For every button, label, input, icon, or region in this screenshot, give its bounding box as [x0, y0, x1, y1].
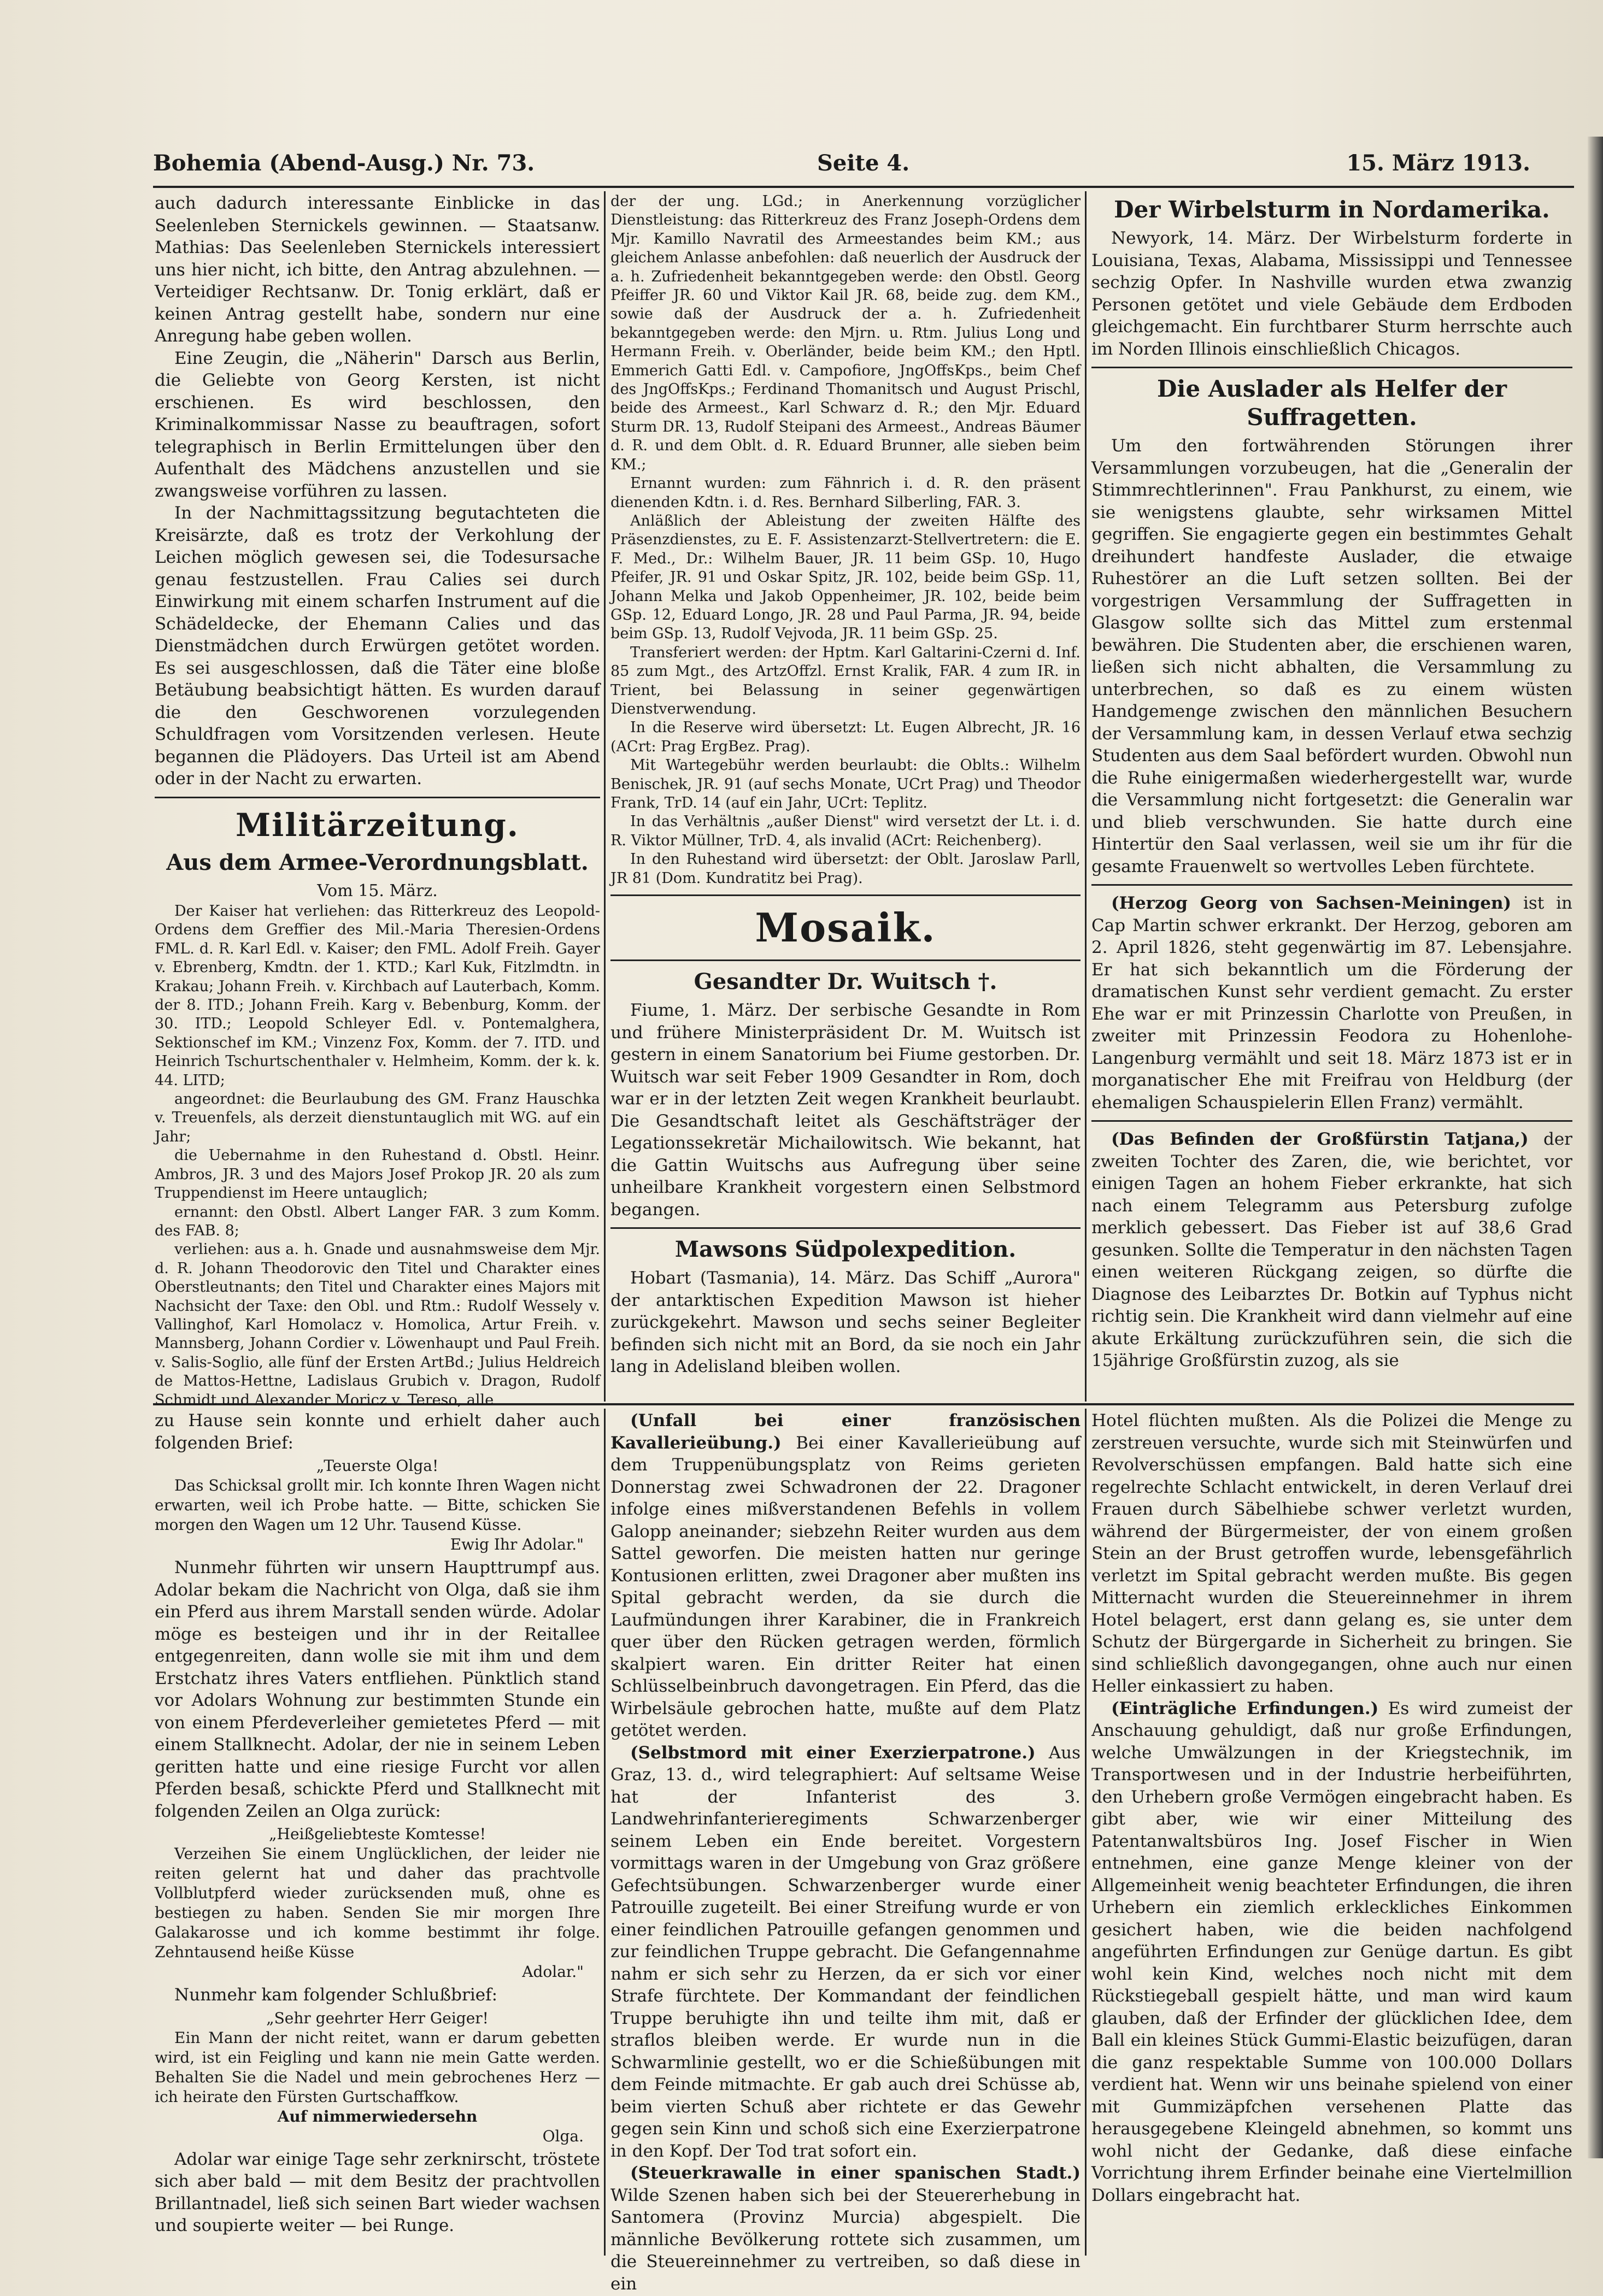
page-header — [153, 150, 1530, 183]
header-page-number: Seite 4. — [817, 150, 910, 176]
column-2-bottom — [610, 1410, 1081, 2294]
steuer-article: Wilde Szenen haben sich bei der Steuererhebung in Santomera (Provinz Murcia) abgespielt. Die männliche Bevölkerung rottete sich zusammen, um die Steuereinnehmer zu vertreiben, so daß diese in ein — [610, 2185, 1081, 2294]
steuer-label: (Steuerkrawalle in einer spanischen Stadt.) — [630, 2163, 1081, 2183]
witsch-article: Fiume, 1. März. Der serbische Gesandte in Rom und frühere Ministerpräsident Dr. M. Wuitsch ist gestern in einem Sanatorium bei Fiume gestorben. Dr. Wuitsch war seit Feber 1909 Gesandter in Rom, doch war er in der letzten Zeit wegen Krankheit beurlaubt. Die Gesandtschaft leitet als Geschäftsträger der Legationssekretär Michailowitsch. Wie bekannt, hat die Gattin Wuitschs aus Aufregung über seine unheilbare Krankheit vorgestern einen Selbstmord begangen. — [610, 1000, 1081, 1220]
letter-closing: Adolar." — [522, 1963, 584, 1981]
military-date: Vom 15. März. — [317, 881, 438, 900]
feuilleton-paragraph: Nunmehr führten wir unsern Haupttrumpf aus. Adolar bekam die Nachricht von Olga, daß sie ihm ein Pferd aus ihrem Marstall senden würde. Adolar möge es besteigen und ihr in der Reitallee entgegenreiten, dann wolle sie mit ihm und dem Erstchatz ihres Vaters entfliehen. Pünktlich stand vor Adolars Wohnung zur bestimmten Stunde ein von einem Pferdeverleiher gemietetes Pferd — mit einem Stallknecht. Adolar, der nie in seinem Leben geritten hatte und eine riesige Furcht vor allen Pferden besaß, schickte Pferd und Stallknecht mit folgenden Zeilen an Olga zurück: — [155, 1558, 600, 1821]
mawson-headline: Mawsons Südpolexpedition. — [674, 1237, 1017, 1263]
letter-closing: Auf nimmerwiedersehn — [277, 2107, 478, 2126]
witsch-headline: Gesandter Dr. Wuitsch †. — [694, 969, 997, 995]
column-3-bottom — [1091, 1410, 1572, 2262]
military-paragraph: In das Verhältnis „außer Dienst" wird versetzt der Lt. i. d. R. Viktor Müllner, TrD. 4, als invalid (ACrt: Reichenberg). — [610, 813, 1081, 849]
kavallerie-label: (Unfall bei einer französischen Kavallerieübung.) — [610, 1411, 1081, 1453]
kavallerie-article: Bei einer Kavallerieübung auf dem Truppenübungsplatz von Reims gerieten Donnerstag zwei Schwadronen der 22. Dragoner infolge eines mißverstandenen Befehls in vollem Galopp aneinander; siebzehn Reiter wurden aus dem Sattel geworfen. Die meisten hatten nur geringe Kontusionen erlitten, zwei Dragoner aber mußten ins Spital gebracht werden, da sie durch die Laufmündungen ihrer Karabiner, die in Frankreich quer über den Rücken getragen werden, förmlich skalpiert waren. Ein dritter Reiter hat einen Schlüsselbeinbruch davongetragen. Ein Pferd, das die Wirbelsäule gebrochen hatte, mußte auf dem Platz getötet werden. — [610, 1433, 1081, 1740]
erfindungen-label: (Einträgliche Erfindungen.) — [1111, 1698, 1379, 1718]
column-1-bottom — [155, 1410, 600, 2262]
column-2-top — [610, 192, 1081, 1400]
meiningen-label: (Herzog Georg von Sachsen-Meiningen) — [1111, 893, 1512, 913]
military-paragraph: In die Reserve wird übersetzt: Lt. Eugen Albrecht, JR. 16 (ACrt: Prag ErgBez. Prag). — [610, 719, 1081, 755]
military-paragraph: Der Kaiser hat verliehen: das Ritterkreuz des Leopold-Ordens dem Greffier des Mil.-Maria Theresien-Ordens FML. d. R. Karl Edl. v. Kaiser; den FML. Adolf Freih. Gayer v. Ebrenberg, Kmdtn. der 1. KTD.; Karl Kuk, Fitzlmdtn. in Krakau; Johann Freih. v. Kirchbach auf Lauterbach, Komm. der 8. ITD.; Johann Freih. Karg v. Bebenburg, Komm. der 30. ITD.; Leopold Schleyer Edl. v. Pontemalghera, Sektionschef im KM.; Vinzenz Fox, Komm. der 7. ITD. und Heinrich Tschurtschenthaler v. Helmheim, Komm. der k. k. 44. LITD; — [155, 903, 600, 1089]
column-rule-right-bottom — [1085, 1409, 1087, 2256]
steuer-continuation: Hotel flüchten mußten. Als die Polizei die Menge zu zerstreuen versuchte, wurde sich mit Steinwürfen und Revolverschüssen empfangen. Bald hatte sich eine regelrechte Schlacht entwickelt, in deren Verlauf drei Frauen durch Säbelhiebe schwer verletzt wurden, während der Bürgermeister, der von einem großen Stein an der Brust getroffen wurde, lebensgefährlich verletzt im Spital gebracht werden mußte. Bis gegen Mitternacht wurden die Steuereinnehmer in ihrem Hotel belagert, erst dann gelang es, sie unter dem Schutz der Bürgergarde in Sicherheit zu bringen. Sie sind schließlich davongegangen, ohne auch nur einen Heller einkassiert zu haben. — [1091, 1411, 1572, 1696]
exerzier-article: Aus Graz, 13. d., wird telegraphiert: Auf seltsame Weise hat der Infanterist des 3. Landwehrinfanterieregiments Schwarzenberger seinem Leben ein Ende bereitet. Vorgestern vormittags waren in der Umgebung von Graz größere Gefechtsübungen. Schwarzenberger wurde einer Patrouille zugeteilt. Bei einer Streifung wurde er von einer feindlichen Patrouille gefangen genommen und zur feindlichen Truppe gebracht. Die Gefangennahme nahm er sich sehr zu Herzen, da er sich vor einer Strafe fürchtete. Der Kommandant der feindlichen Truppe beruhigte ihn und teilte ihm mit, daß er straflos bleiben werde. Er wurde nun in die Schwarmlinie gestellt, wo er die Schießübungen mit dem Feinde mitmachte. Er gab auch drei Schüsse ab, beim vierten Schuß aber richtete er das Gewehr gegen sein Kinn und schoß sich eine Exerzierpatrone in den Kopf. Der Tod trat sofort ein. — [610, 1742, 1081, 2161]
article-separator — [155, 797, 600, 798]
exerzier-label: (Selbstmord mit einer Exerzierpatrone.) — [630, 1742, 1036, 1763]
article-paragraph: auch dadurch interessante Einblicke in das Seelenleben Sternickels gewinnen. — Staatsanw. Mathias: Das Seelenleben Sternickels interessiert uns hier nicht, ich bitte, den Antrag abzulehnen. — Verteidiger Rechtsanw. Dr. Tonig erklärt, daß er keinen Antrag gestellt habe, sondern nur eine Anregung habe geben wollen. — [155, 193, 600, 346]
mosaik-section-title: Mosaik. — [755, 904, 936, 951]
military-paragraph: Ernannt wurden: zum Fähnrich i. d. R. den präsent dienenden Kdtn. i. d. Res. Bernhard Silberling, FAR. 3. — [610, 475, 1081, 511]
military-paragraph: angeordnet: die Beurlaubung des GM. Franz Hauschka v. Treuenfels, als derzeit dienstuntauglich mit WG. auf ein Jahr; — [155, 1091, 600, 1145]
military-paragraph: verliehen: aus a. h. Gnade und ausnahmsweise dem Mjr. d. R. Johann Theodorovic den Titel und Charakter eines Oberstleutnants; den Titel und Charakter eines Majors mit Nachsicht der Taxe: den Obl. und Rtm.: Rudolf Wessely v. Vallinghof, Karl Homolacz v. Homolica, Artur Freih. v. Mannsberg, Johann Cordier v. Löwenhaupt und Paul Freih. v. Salis-Soglio, alle fünf der Ersten ArtBd.; Julius Heldreich de Mattos-Hettne, Ladislaus Grubich v. Dragon, Rudolf Schmidt und Alexander Moricz v. Tereso, alle — [155, 1241, 600, 1409]
tatjana-label: (Das Befinden der Großfürstin Tatjana,) — [1111, 1129, 1529, 1149]
column-1-top — [155, 192, 600, 1409]
article-paragraph: In der Nachmittagssitzung begutachteten die Kreisärzte, daß es trotz der Verkohlung der Leichen möglich gewesen sei, die Todesursache genau festzustellen. Frau Calies sei durch Einwirkung mit einem scharfen Instrument auf die Schädeldecke, der Ehemann Calies und das Dienstmädchen durch Erwürgen getötet worden. Es sei ausgeschlossen, daß die Täter eine bloße Betäubung beabsichtigt hätten. Es wurden darauf die den Geschworenen vorzulegenden Schuldfragen vom Vorsitzenden verlesen. Heute begannen die Plädoyers. Das Urteil ist am Abend oder in der Nacht zu erwarten. — [155, 503, 600, 788]
letter-body: Das Schicksal grollt mir. Ich konnte Ihren Wagen nicht erwarten, weil ich Probe hatte. — Bitte, schicken Sie morgen den Wagen um 12 Uhr. Tausend Küsse. — [155, 1476, 600, 1534]
header-date: 15. März 1913. — [1346, 150, 1530, 176]
military-paragraph: Transferiert werden: der Hptm. Karl Galtarini-Czerni d. Inf. 85 zum Mgt., des ArtzOffzl. Ernst Kralik, FAR. 4 zum IR. in Trient, bei Belassung in seiner gegenwärtigen Dienstverwendung. — [610, 644, 1081, 717]
letter-3 — [155, 2009, 600, 2146]
storm-headline: Der Wirbelsturm in Nordamerika. — [1114, 196, 1550, 223]
article-separator — [1091, 884, 1572, 886]
article-separator — [1091, 367, 1572, 368]
letter-2 — [155, 1824, 600, 1982]
feuilleton-paragraph: Adolar war einige Tage sehr zerknirscht, tröstete sich aber bald — mit dem Besitz der prachtvollen Brillantnadel, ließ sich seinen Bart wieder wachsen und soupierte weiter — bei Runge. — [155, 2149, 600, 2235]
letter-body: Ein Mann der nicht reitet, wann er darum gebetten wird, ist ein Feigling und kann nie mein Gatte werden. Behalten Sie die Nadel und mein gebrochenes Herz — ich heirate den Fürsten Gurtschaffkow. — [155, 2028, 600, 2106]
column-rule-right-top — [1085, 191, 1087, 1402]
letter-body: Verzeihen Sie einem Unglücklichen, der leider nie reiten gelernt hat und daher das prachtvolle Vollblutpferd wieder zurücksenden muß, ohne es bestiegen zu haben. Senden Sie mir morgen Ihre Galakarosse und ich komme bestimmt ihr folge. Zehntausend heiße Küsse — [155, 1845, 600, 1961]
page-edge-shadow — [1588, 137, 1603, 2158]
letter-closing: Ewig Ihr Adolar." — [450, 1535, 584, 1553]
article-separator — [1091, 1120, 1572, 1122]
article-paragraph: Eine Zeugin, die „Näherin" Darsch aus Berlin, die Geliebte von Georg Kersten, ist nicht erschienen. Es wird beschlossen, den Kriminalkommissar Nasse zu beauftragen, sofort telegraphisch in Berlin Ermittelungen über den Aufenthalt des Mädchens anzustellen und sie zwangsweise vorführen zu lassen. — [155, 348, 600, 501]
erfindungen-article: Es wird zumeist der Anschauung gehuldigt, daß nur große Erfindungen, welche Umwälzungen in der Kriegstechnik, im Transportwesen und in der Industrie herbeiführten, den Urhebern große Vermögen eingebracht haben. Es gibt aber, wie wir einer Mitteilung des Patentanwaltsbüros Ing. Josef Fischer in Wien entnehmen, eine ganze Menge kleiner von der Allgemeinheit wenig beachteter Erfindungen, die ihren Urhebern ein ziemlich erkleckliches Einkommen gesichert haben, wie die beiden nachfolgend angeführten Erfindungen zur Genüge dartun. Es gibt wohl kein Kind, welches noch nicht mit dem Rückstiegeball gespielt hätte, und man wird kaum glauben, daß der Erfinder der glücklichen Idee, dem Ball ein kleines Stück Gummi-Elastic beizufügen, daran die ganz respektable Summe von 100.000 Dollars verdient hat. Wenn wir uns beinahe spielend von einer mit Gummizäpfchen versehenen Platte das herausgegebene Kleingeld abnehmen, so kommt uns wohl nicht der Gedanke, daß diese einfache Vorrichtung ihrem Erfinder beinahe eine Viertelmillion Dollars eingebracht hat. — [1091, 1698, 1572, 2205]
meiningen-article: ist in Cap Martin schwer erkrankt. Der Herzog, geboren am 2. April 1826, steht gegenwärtig im 87. Lebensjahre. Er hat sich bekanntlich um die Förderung der dramatischen Kunst sehr verdient gemacht. Zu erster Ehe war er mit Prinzessin Charlotte von Preußen, in zweiter mit Prinzessin Feodora zu Hohenlohe-Langenburg vermählt und seit 18. März 1873 ist er in morganatischer Ehe mit Freifrau von Heldburg (der ehemaligen Schauspielerin Ellen Franz) vermählt. — [1091, 893, 1572, 1112]
feuilleton-paragraph: zu Hause sein konnte und erhielt daher auch folgenden Brief: — [155, 1411, 600, 1453]
article-separator — [610, 959, 1081, 961]
military-paragraph: die Uebernahme in den Ruhestand d. Obstl. Heinr. Ambros, JR. 3 und des Majors Josef Prokop JR. 20 als zum Truppendienst im Heere untauglich; — [155, 1147, 600, 1202]
military-paragraph: Mit Wartegebühr werden beurlaubt: die Oblts.: Wilhelm Benischek, JR. 91 (auf sechs Monate, UCrt Prag) und Theodor Frank, TrD. 14 (auf ein Jahr, UCrt: Teplitz. — [610, 757, 1081, 811]
military-paragraph: Anläßlich der Ableistung der zweiten Hälfte des Präsenzdienstes, zu E. F. Assistenzarzt-Stellvertretern: die E. F. Med., Dr.: Wilhelm Bauer, JR. 11 beim GSp. 10, Hugo Pfeifer, JR. 91 und Oskar Spitz, JR. 102, beide beim GSp. 11, Johann Melka und Jakob Oppenheimer, JR. 102, beide beim GSp. 12, Eduard Longo, JR. 28 und Paul Parma, JR. 94, beide beim GSp. 13, Rudolf Vejvoda, JR. 11 beim GSp. 25. — [610, 512, 1081, 643]
header-publication: Bohemia (Abend-Ausg.) Nr. 73. — [153, 150, 535, 176]
letter-signature: Olga. — [542, 2127, 584, 2145]
letter-salutation: „Heißgeliebteste Komtesse! — [269, 1825, 486, 1843]
military-section-title: Militärzeitung. — [236, 806, 519, 844]
article-separator — [610, 894, 1081, 896]
military-paragraph: ernannt: den Obstl. Albert Langer FAR. 3 zum Komm. des FAB. 8; — [155, 1203, 600, 1239]
auslader-article: Um den fortwährenden Störungen ihrer Versammlungen vorzubeugen, hat die „Generalin der Stimmrechtlerinnen". Frau Pankhurst, zu einem, wie sie wenigstens glaubte, sehr wirksamen Mittel gegriffen. Sie engagierte gegen ein bestimmtes Gehalt dreihundert handfeste Auslader, die etwaige Ruhestörer an die Luft setzen sollten. Bei der vorgestrigen Versammlung der Suffragetten in Glasgow sollte sich das Mittel zum erstenmal bewähren. Die Studenten aber, die erschienen waren, ließen sich nicht abhalten, die Versammlung zu unterbrechen, so daß es zu einem wüsten Handgemenge zwischen den männlichen Besuchern der Versammlung kam, in dessen Verlauf etwa sechzig Studenten aus dem Saal befördert wurden. Obwohl nun die Ruhe einigermaßen wiederhergestellt war, wurde die Versammlung nicht fortgesetzt: die Generalin war und blieb verschwunden. Sie hatte durch eine Hintertür den Saal verlassen, weil sie um ihr für die gesamte Frauenwelt so wertvolles Leben fürchtete. — [1091, 436, 1572, 876]
military-paragraph: In den Ruhestand wird übersetzt: der Oblt. Jaroslaw Parll, JR 81 (Dom. Kundratitz bei Prag). — [610, 851, 1081, 887]
column-rule-left-bottom — [604, 1409, 606, 2256]
tatjana-article: der zweiten Tochter des Zaren, die, wie berichtet, vor einigen Tagen an hohem Fieber erkrankte, hat sich nach einem Telegramm aus Petersburg zufolge merklich gebessert. Das Fieber ist auf 38,6 Grad gesunken. Sollte die Temperatur in den nächsten Tagen einen weiteren Rückgang zeigen, so dürfte die Diagnose des Leibarztes Dr. Botkin auf Typhus nicht richtig sein. Die Krankheit wird dann vielmehr auf eine akute Erkältung zurückzuführen sein, die sich die 15jährige Großfürstin zuzog, als sie — [1091, 1129, 1572, 1370]
storm-article: Newyork, 14. März. Der Wirbelsturm forderte in Louisiana, Texas, Alabama, Mississippi und Tennessee sechzig Opfer. In Nashville wurden etwa zwanzig Personen getötet und viele Gebäude dem Erdboden gleichgemacht. Ein furchtbarer Sturm herrschte auch im Norden Illinois einschließlich Chicagos. — [1091, 228, 1572, 359]
auslader-headline: Die Auslader als Helfer der Suffragetten. — [1156, 375, 1507, 431]
military-subtitle: Aus dem Armee-Verordnungsblatt. — [166, 849, 589, 875]
letter-1 — [155, 1456, 600, 1555]
header-rule — [153, 186, 1574, 188]
letter-salutation: „Sehr geehrter Herr Geiger! — [266, 2009, 489, 2027]
mawson-article: Hobart (Tasmania), 14. März. Das Schiff „Aurora" der antarktischen Expedition Mawson ist hieher zurückgekehrt. Mawson und sechs seiner Begleiter befinden sich nicht mit an Bord, da sie noch ein Jahr lang in Adelisland bleiben wollen. — [610, 1268, 1081, 1377]
letter-salutation: „Teuerste Olga! — [316, 1457, 439, 1475]
column-rule-left-top — [604, 191, 606, 1402]
military-paragraph: der der ung. LGd.; in Anerkennung vorzüglicher Dienstleistung: das Ritterkreuz des Franz Joseph-Ordens dem Mjr. Kamillo Navratil des Armeestandes beim KM.; aus gleichem Anlasse anbefohlen: daß neuerlich der Ausdruck der a. h. Zufriedenheit bekanntgegeben werde: den Obstl. Georg Pfeiffer JR. 60 und Viktor Kail JR. 68, beide zug. dem KM., sowie daß der Ausdruck der a. h. Zufriedenheit bekanntgegeben werde: den Mjrn. u. Rtm. Julius Long und Hermann Freih. v. Oberländer, beide beim KM.; den Hptl. Emmerich Gatti Edl. v. Campofiore, JngOffsKps., beim Chef des JngOffsKps.; Ferdinand Thomanitsch und August Prischl, beide des Armeest., Karl Schwarz d. R.; den Mjr. Eduard Sturm DR. 13, Rudolf Steipani des Armeest., Andreas Bäumer d. R. und dem Oblt. d. R. Eduard Brunner, alle sieben beim KM.; — [610, 193, 1081, 473]
article-separator — [610, 1227, 1081, 1229]
column-3-top — [1091, 192, 1572, 1400]
feuilleton-paragraph: Nunmehr kam folgender Schlußbrief: — [174, 1985, 498, 2005]
